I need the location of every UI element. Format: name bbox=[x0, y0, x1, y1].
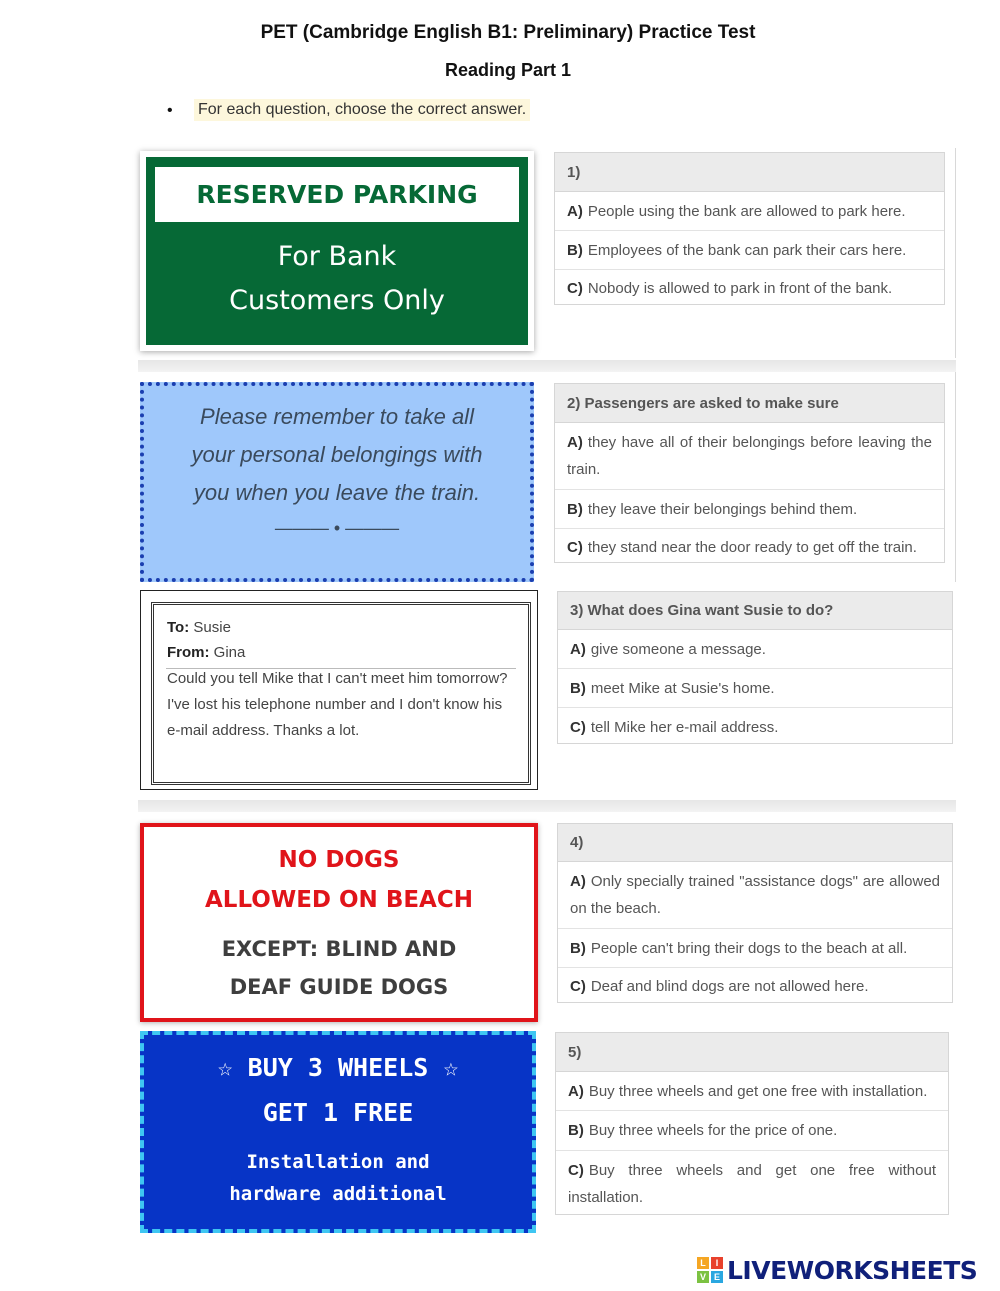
option-text: they have all of their belongings before leaving the train. bbox=[567, 434, 932, 478]
reserved-parking-sign bbox=[140, 151, 534, 351]
logo-text: LIVEWORKSHEETS bbox=[727, 1255, 978, 1285]
answer-option-c[interactable] bbox=[555, 270, 944, 307]
option-letter: B) bbox=[567, 241, 583, 259]
logo-letter: V bbox=[697, 1271, 709, 1283]
option-text: People using the bank are allowed to park here. bbox=[587, 202, 906, 220]
question-panel-4 bbox=[557, 823, 953, 1003]
sign-heading: RESERVED PARKING bbox=[155, 167, 519, 222]
note-separator bbox=[166, 668, 516, 669]
from-label: From: bbox=[167, 644, 210, 661]
option-letter: C) bbox=[567, 538, 583, 556]
option-text: Only specially trained "assistance dogs" are allowed on the beach. bbox=[570, 873, 940, 917]
option-letter: C) bbox=[567, 280, 583, 297]
panel-rule bbox=[955, 148, 956, 358]
logo-letter: I bbox=[711, 1257, 723, 1269]
answer-option-b[interactable] bbox=[555, 490, 944, 529]
question-header: 2) Passengers are asked to make sure bbox=[555, 384, 944, 423]
option-letter: A) bbox=[570, 640, 586, 658]
option-text: Buy three wheels for the price of one. bbox=[588, 1122, 838, 1139]
no-dogs-sign bbox=[140, 823, 538, 1022]
to-value: Susie bbox=[193, 619, 231, 636]
note-from bbox=[167, 644, 245, 661]
sign-line: you when you leave the train. bbox=[193, 480, 481, 505]
option-letter: C) bbox=[568, 1162, 584, 1179]
note-body-line: I've lost his telephone number and I don't know his bbox=[167, 696, 503, 713]
from-value: Gina bbox=[213, 644, 246, 661]
bullet-point: • bbox=[167, 102, 173, 119]
answer-option-a[interactable] bbox=[556, 1072, 948, 1111]
option-letter: C) bbox=[570, 718, 586, 736]
question-panel-2 bbox=[554, 383, 945, 563]
liveworksheets-logo[interactable] bbox=[697, 1255, 977, 1285]
sign-line: your personal belongings with bbox=[191, 442, 483, 467]
option-letter: B) bbox=[570, 679, 586, 697]
logo-letter: E bbox=[711, 1271, 723, 1283]
note-body-line: Could you tell Mike that I can't meet him tomorrow? bbox=[167, 670, 508, 687]
to-label: To: bbox=[167, 619, 190, 636]
sign-line: DEAF GUIDE DOGS bbox=[229, 975, 449, 999]
option-text: they stand near the door ready to get off the train. bbox=[587, 538, 917, 556]
sign-line: Installation and bbox=[246, 1151, 430, 1173]
option-text: Employees of the bank can park their cars here. bbox=[587, 241, 907, 259]
sign-line: For Bank bbox=[277, 241, 397, 272]
answer-option-c[interactable] bbox=[555, 529, 944, 565]
sign-line: hardware additional bbox=[229, 1183, 447, 1205]
option-letter: B) bbox=[570, 939, 586, 957]
sign-line: Customers Only bbox=[229, 285, 445, 316]
answer-option-a[interactable] bbox=[558, 630, 952, 669]
sign-line: GET 1 FREE bbox=[262, 1098, 414, 1127]
note-body-line: e-mail address. Thanks a lot. bbox=[167, 722, 360, 739]
sign-line: NO DOGS bbox=[278, 847, 400, 873]
instruction-text: For each question, choose the correct answer. bbox=[194, 99, 530, 121]
ornament-divider: ——— • ——— bbox=[274, 518, 400, 538]
answer-option-b[interactable] bbox=[556, 1111, 948, 1151]
train-belongings-sign bbox=[140, 382, 534, 582]
option-text: they leave their belongings behind them. bbox=[587, 500, 858, 518]
section-divider bbox=[138, 800, 956, 812]
question-header: 3) What does Gina want Susie to do? bbox=[558, 592, 952, 630]
answer-option-b[interactable] bbox=[558, 669, 952, 708]
answer-option-c[interactable] bbox=[556, 1151, 948, 1217]
sign-line: EXCEPT: BLIND AND bbox=[221, 937, 457, 961]
note-to bbox=[167, 619, 231, 636]
option-text: People can't bring their dogs to the beach at all. bbox=[590, 939, 908, 957]
question-panel-5 bbox=[555, 1032, 949, 1215]
answer-option-b[interactable] bbox=[555, 231, 944, 270]
message-note bbox=[140, 590, 538, 790]
sign-line: ALLOWED ON BEACH bbox=[204, 887, 473, 913]
question-header: 4) bbox=[558, 824, 952, 862]
answer-option-c[interactable] bbox=[558, 708, 952, 746]
question-header: 5) bbox=[556, 1033, 948, 1072]
answer-option-b[interactable] bbox=[558, 929, 952, 968]
option-text: Buy three wheels and get one free with installation. bbox=[588, 1082, 928, 1100]
option-letter: B) bbox=[568, 1122, 584, 1139]
note-frame bbox=[151, 602, 531, 785]
option-letter: A) bbox=[568, 1082, 584, 1100]
option-letter: B) bbox=[567, 500, 583, 518]
option-text: Buy three wheels and get one free without installation. bbox=[568, 1162, 936, 1206]
wheels-offer-sign bbox=[140, 1031, 536, 1233]
option-text: give someone a message. bbox=[590, 640, 766, 658]
page-subtitle: Reading Part 1 bbox=[444, 60, 572, 80]
sign-line: Please remember to take all bbox=[200, 404, 474, 429]
section-divider bbox=[138, 360, 956, 372]
option-letter: C) bbox=[570, 978, 586, 995]
answer-option-a[interactable] bbox=[555, 423, 944, 490]
option-letter: A) bbox=[567, 434, 583, 451]
answer-option-c[interactable] bbox=[558, 968, 952, 1005]
answer-option-a[interactable] bbox=[555, 192, 944, 231]
question-panel-1 bbox=[554, 152, 945, 305]
panel-rule bbox=[955, 372, 956, 582]
sign-line: ☆ BUY 3 WHEELS ☆ bbox=[217, 1053, 459, 1082]
sign-background bbox=[146, 157, 528, 345]
logo-letter: L bbox=[697, 1257, 709, 1269]
answer-option-a[interactable] bbox=[558, 862, 952, 929]
option-text: meet Mike at Susie's home. bbox=[590, 679, 775, 697]
question-panel-3 bbox=[557, 591, 953, 744]
page-title: PET (Cambridge English B1: Preliminary) Practice Test bbox=[260, 22, 756, 43]
option-letter: A) bbox=[567, 202, 583, 220]
option-text: Deaf and blind dogs are not allowed here. bbox=[590, 978, 869, 995]
option-text: Nobody is allowed to park in front of the bank. bbox=[587, 280, 893, 297]
option-letter: A) bbox=[570, 873, 586, 890]
logo-mark-icon bbox=[697, 1257, 723, 1283]
option-text: tell Mike her e-mail address. bbox=[590, 718, 779, 736]
question-header: 1) bbox=[555, 153, 944, 192]
